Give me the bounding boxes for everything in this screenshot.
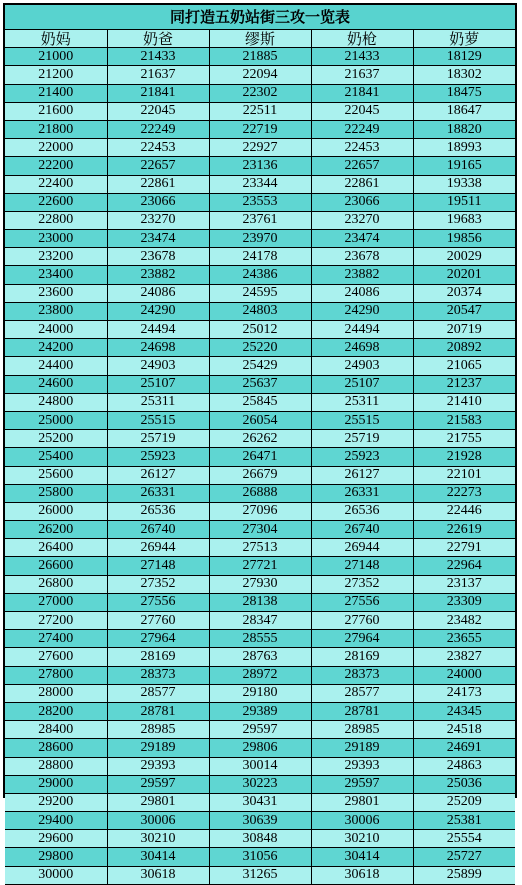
table-cell: 23270 <box>311 211 413 229</box>
table-cell: 23553 <box>209 193 311 211</box>
table-cell: 30223 <box>209 775 311 793</box>
table-cell: 24400 <box>5 357 107 375</box>
attack-table-sheet <box>3 3 517 883</box>
column-header-nanny-loli: 奶萝 <box>413 30 515 48</box>
table-cell: 24803 <box>209 302 311 320</box>
table-cell: 26331 <box>311 484 413 502</box>
table-row <box>5 775 515 793</box>
table-cell: 24290 <box>107 302 209 320</box>
table-row <box>5 393 515 411</box>
table-cell: 28577 <box>107 684 209 702</box>
table-cell: 30006 <box>311 812 413 830</box>
table-cell: 23066 <box>311 193 413 211</box>
table-cell: 27304 <box>209 521 311 539</box>
table-cell: 30414 <box>311 848 413 866</box>
table-cell: 26331 <box>107 484 209 502</box>
table-cell: 28347 <box>209 612 311 630</box>
table-cell: 26000 <box>5 502 107 520</box>
table-cell: 30006 <box>107 812 209 830</box>
table-cell: 29180 <box>209 684 311 702</box>
table-cell: 23474 <box>107 230 209 248</box>
table-cell: 25107 <box>311 375 413 393</box>
table-cell: 18820 <box>413 120 515 138</box>
table-cell: 25515 <box>107 411 209 429</box>
table-row <box>5 721 515 739</box>
table-cell: 29597 <box>209 721 311 739</box>
table-cell: 18475 <box>413 84 515 102</box>
table-cell: 28763 <box>209 648 311 666</box>
table-cell: 24086 <box>311 284 413 302</box>
table-cell: 27964 <box>311 630 413 648</box>
table-cell: 19856 <box>413 230 515 248</box>
table-cell: 23827 <box>413 648 515 666</box>
table-cell: 18993 <box>413 139 515 157</box>
table-cell: 21755 <box>413 430 515 448</box>
table-cell: 23678 <box>107 248 209 266</box>
table-cell: 26536 <box>107 502 209 520</box>
table-cell: 27352 <box>311 575 413 593</box>
header-row <box>5 30 515 48</box>
table-cell: 25400 <box>5 448 107 466</box>
table-cell: 25719 <box>107 430 209 448</box>
table-cell: 22511 <box>209 102 311 120</box>
table-cell: 26740 <box>311 521 413 539</box>
table-cell: 28138 <box>209 593 311 611</box>
table-cell: 29800 <box>5 848 107 866</box>
table-cell: 28781 <box>107 702 209 720</box>
table-cell: 24345 <box>413 702 515 720</box>
table-cell: 22453 <box>107 139 209 157</box>
table-cell: 22446 <box>413 502 515 520</box>
table-cell: 24600 <box>5 375 107 393</box>
table-cell: 27148 <box>107 557 209 575</box>
table-cell: 23482 <box>413 612 515 630</box>
table-row <box>5 375 515 393</box>
table-cell: 22249 <box>311 120 413 138</box>
table-row <box>5 411 515 429</box>
table-cell: 22045 <box>311 102 413 120</box>
table-cell: 26400 <box>5 539 107 557</box>
table-cell: 29389 <box>209 702 311 720</box>
table-cell: 27760 <box>107 612 209 630</box>
table-cell: 24386 <box>209 266 311 284</box>
table-cell: 21000 <box>5 48 107 66</box>
table-cell: 21200 <box>5 66 107 84</box>
table-cell: 22619 <box>413 521 515 539</box>
table-cell: 23800 <box>5 302 107 320</box>
table-cell: 24200 <box>5 339 107 357</box>
table-cell: 24000 <box>5 321 107 339</box>
table-row <box>5 830 515 848</box>
table-row <box>5 557 515 575</box>
table-row <box>5 812 515 830</box>
table-cell: 30848 <box>209 830 311 848</box>
table-cell: 28373 <box>107 666 209 684</box>
table-cell: 26800 <box>5 575 107 593</box>
table-cell: 28000 <box>5 684 107 702</box>
table-cell: 28169 <box>107 648 209 666</box>
table-cell: 29801 <box>107 793 209 811</box>
table-row <box>5 612 515 630</box>
table-cell: 24863 <box>413 757 515 775</box>
table-cell: 25845 <box>209 393 311 411</box>
table-cell: 29189 <box>107 739 209 757</box>
table-cell: 29597 <box>311 775 413 793</box>
table-cell: 25637 <box>209 375 311 393</box>
table-cell: 20547 <box>413 302 515 320</box>
table-cell: 29801 <box>311 793 413 811</box>
table-cell: 27760 <box>311 612 413 630</box>
table-row <box>5 593 515 611</box>
table-cell: 24903 <box>311 357 413 375</box>
table-cell: 26127 <box>311 466 413 484</box>
table-cell: 25036 <box>413 775 515 793</box>
table-cell: 22453 <box>311 139 413 157</box>
table-row <box>5 230 515 248</box>
table-cell: 20374 <box>413 284 515 302</box>
table-cell: 24494 <box>107 321 209 339</box>
table-cell: 21637 <box>311 66 413 84</box>
table-cell: 23309 <box>413 593 515 611</box>
table-row <box>5 739 515 757</box>
table-row <box>5 211 515 229</box>
table-cell: 23761 <box>209 211 311 229</box>
table-cell: 23970 <box>209 230 311 248</box>
table-cell: 18647 <box>413 102 515 120</box>
table-row <box>5 539 515 557</box>
table-cell: 21433 <box>107 48 209 66</box>
table-row <box>5 430 515 448</box>
table-cell: 25000 <box>5 411 107 429</box>
table-row <box>5 175 515 193</box>
table-cell: 30639 <box>209 812 311 830</box>
table-cell: 27800 <box>5 666 107 684</box>
table-cell: 28555 <box>209 630 311 648</box>
table-cell: 25554 <box>413 830 515 848</box>
table-cell: 29393 <box>107 757 209 775</box>
table-cell: 21583 <box>413 411 515 429</box>
table-cell: 30431 <box>209 793 311 811</box>
table-cell: 19683 <box>413 211 515 229</box>
table-cell: 23200 <box>5 248 107 266</box>
table-cell: 25209 <box>413 793 515 811</box>
table-cell: 20892 <box>413 339 515 357</box>
table-cell: 20201 <box>413 266 515 284</box>
table-cell: 26127 <box>107 466 209 484</box>
table-cell: 25220 <box>209 339 311 357</box>
table-cell: 22927 <box>209 139 311 157</box>
table-cell: 21841 <box>311 84 413 102</box>
table-cell: 24698 <box>311 339 413 357</box>
table-cell: 23136 <box>209 157 311 175</box>
table-row <box>5 193 515 211</box>
table-row <box>5 139 515 157</box>
table-row <box>5 66 515 84</box>
attack-table <box>5 30 515 885</box>
table-cell: 26740 <box>107 521 209 539</box>
table-cell: 18129 <box>413 48 515 66</box>
table-row <box>5 793 515 811</box>
table-cell: 25311 <box>107 393 209 411</box>
table-cell: 23066 <box>107 193 209 211</box>
table-cell: 21637 <box>107 66 209 84</box>
table-row <box>5 357 515 375</box>
table-cell: 30000 <box>5 866 107 884</box>
table-cell: 27930 <box>209 575 311 593</box>
table-cell: 23400 <box>5 266 107 284</box>
table-row <box>5 321 515 339</box>
table-cell: 22657 <box>311 157 413 175</box>
table-cell: 23137 <box>413 575 515 593</box>
table-cell: 23344 <box>209 175 311 193</box>
table-cell: 23270 <box>107 211 209 229</box>
table-cell: 24173 <box>413 684 515 702</box>
table-cell: 27000 <box>5 593 107 611</box>
table-cell: 19511 <box>413 193 515 211</box>
table-cell: 29200 <box>5 793 107 811</box>
table-cell: 24691 <box>413 739 515 757</box>
table-cell: 28800 <box>5 757 107 775</box>
table-row <box>5 848 515 866</box>
table-cell: 27513 <box>209 539 311 557</box>
table-cell: 28972 <box>209 666 311 684</box>
table-row <box>5 120 515 138</box>
table-cell: 30210 <box>107 830 209 848</box>
table-row <box>5 102 515 120</box>
table-cell: 22200 <box>5 157 107 175</box>
table-row <box>5 248 515 266</box>
table-cell: 25107 <box>107 375 209 393</box>
table-row <box>5 302 515 320</box>
table-cell: 21928 <box>413 448 515 466</box>
table-row <box>5 484 515 502</box>
table-cell: 26200 <box>5 521 107 539</box>
table-cell: 22600 <box>5 193 107 211</box>
table-cell: 25515 <box>311 411 413 429</box>
table-cell: 22273 <box>413 484 515 502</box>
table-cell: 24800 <box>5 393 107 411</box>
table-cell: 20719 <box>413 321 515 339</box>
table-cell: 31056 <box>209 848 311 866</box>
table-cell: 20029 <box>413 248 515 266</box>
table-cell: 22861 <box>311 175 413 193</box>
table-cell: 22791 <box>413 539 515 557</box>
table-cell: 24698 <box>107 339 209 357</box>
table-cell: 19165 <box>413 157 515 175</box>
table-cell: 26679 <box>209 466 311 484</box>
table-cell: 26888 <box>209 484 311 502</box>
table-cell: 25727 <box>413 848 515 866</box>
column-header-muse: 缪斯 <box>209 30 311 48</box>
table-cell: 25800 <box>5 484 107 502</box>
table-row <box>5 48 515 66</box>
table-cell: 30014 <box>209 757 311 775</box>
table-cell: 27556 <box>107 593 209 611</box>
table-cell: 23600 <box>5 284 107 302</box>
table-cell: 18302 <box>413 66 515 84</box>
column-header-nanny-female: 奶妈 <box>5 30 107 48</box>
table-cell: 28985 <box>311 721 413 739</box>
table-cell: 21841 <box>107 84 209 102</box>
table-cell: 28373 <box>311 666 413 684</box>
table-cell: 31265 <box>209 866 311 884</box>
table-cell: 25311 <box>311 393 413 411</box>
table-cell: 22000 <box>5 139 107 157</box>
table-cell: 27096 <box>209 502 311 520</box>
table-row <box>5 866 515 884</box>
table-cell: 25719 <box>311 430 413 448</box>
table-cell: 22964 <box>413 557 515 575</box>
table-cell: 22861 <box>107 175 209 193</box>
table-cell: 22101 <box>413 466 515 484</box>
table-cell: 23655 <box>413 630 515 648</box>
table-row <box>5 448 515 466</box>
table-cell: 27148 <box>311 557 413 575</box>
table-cell: 29189 <box>311 739 413 757</box>
table-cell: 22657 <box>107 157 209 175</box>
table-row <box>5 630 515 648</box>
table-cell: 23474 <box>311 230 413 248</box>
table-cell: 27400 <box>5 630 107 648</box>
table-cell: 24595 <box>209 284 311 302</box>
table-cell: 27352 <box>107 575 209 593</box>
table-cell: 22400 <box>5 175 107 193</box>
table-cell: 30618 <box>107 866 209 884</box>
table-row <box>5 666 515 684</box>
table-row <box>5 84 515 102</box>
table-cell: 27200 <box>5 612 107 630</box>
table-cell: 19338 <box>413 175 515 193</box>
table-row <box>5 648 515 666</box>
table-row <box>5 702 515 720</box>
table-cell: 26944 <box>107 539 209 557</box>
table-cell: 27600 <box>5 648 107 666</box>
table-cell: 24086 <box>107 284 209 302</box>
table-cell: 21600 <box>5 102 107 120</box>
table-cell: 21433 <box>311 48 413 66</box>
table-cell: 22045 <box>107 102 209 120</box>
table-row <box>5 502 515 520</box>
table-cell: 28600 <box>5 739 107 757</box>
table-cell: 24903 <box>107 357 209 375</box>
table-body <box>5 48 515 885</box>
table-cell: 22249 <box>107 120 209 138</box>
table-row <box>5 466 515 484</box>
column-header-nanny-male: 奶爸 <box>107 30 209 48</box>
table-cell: 28169 <box>311 648 413 666</box>
table-cell: 27964 <box>107 630 209 648</box>
table-cell: 22094 <box>209 66 311 84</box>
table-cell: 29806 <box>209 739 311 757</box>
table-cell: 28985 <box>107 721 209 739</box>
table-cell: 27556 <box>311 593 413 611</box>
table-cell: 28577 <box>311 684 413 702</box>
table-cell: 26262 <box>209 430 311 448</box>
table-cell: 21800 <box>5 120 107 138</box>
table-cell: 29400 <box>5 812 107 830</box>
table-cell: 23000 <box>5 230 107 248</box>
table-row <box>5 157 515 175</box>
table-row <box>5 521 515 539</box>
table-cell: 22719 <box>209 120 311 138</box>
table-cell: 26536 <box>311 502 413 520</box>
table-cell: 21237 <box>413 375 515 393</box>
table-cell: 29597 <box>107 775 209 793</box>
table-cell: 27721 <box>209 557 311 575</box>
table-title: 同打造五奶站街三攻一览表 <box>5 5 515 30</box>
table-cell: 23882 <box>107 266 209 284</box>
table-row <box>5 339 515 357</box>
table-cell: 24000 <box>413 666 515 684</box>
table-cell: 26600 <box>5 557 107 575</box>
column-header-nanny-gunner: 奶枪 <box>311 30 413 48</box>
table-cell: 25429 <box>209 357 311 375</box>
table-cell: 23882 <box>311 266 413 284</box>
table-cell: 29000 <box>5 775 107 793</box>
table-cell: 25899 <box>413 866 515 884</box>
table-cell: 25923 <box>107 448 209 466</box>
table-cell: 21065 <box>413 357 515 375</box>
table-cell: 25600 <box>5 466 107 484</box>
table-cell: 25200 <box>5 430 107 448</box>
table-cell: 21885 <box>209 48 311 66</box>
table-cell: 25012 <box>209 321 311 339</box>
table-cell: 22800 <box>5 211 107 229</box>
table-cell: 28781 <box>311 702 413 720</box>
table-cell: 29600 <box>5 830 107 848</box>
table-cell: 30414 <box>107 848 209 866</box>
table-cell: 29393 <box>311 757 413 775</box>
table-cell: 24494 <box>311 321 413 339</box>
table-cell: 25923 <box>311 448 413 466</box>
table-cell: 26054 <box>209 411 311 429</box>
table-cell: 24518 <box>413 721 515 739</box>
table-cell: 28400 <box>5 721 107 739</box>
table-cell: 30618 <box>311 866 413 884</box>
table-cell: 26471 <box>209 448 311 466</box>
table-row <box>5 757 515 775</box>
table-row <box>5 266 515 284</box>
table-row <box>5 684 515 702</box>
table-cell: 22302 <box>209 84 311 102</box>
table-row <box>5 575 515 593</box>
table-cell: 23678 <box>311 248 413 266</box>
table-cell: 24290 <box>311 302 413 320</box>
table-row <box>5 284 515 302</box>
table-cell: 21410 <box>413 393 515 411</box>
table-cell: 25381 <box>413 812 515 830</box>
table-cell: 26944 <box>311 539 413 557</box>
table-cell: 28200 <box>5 702 107 720</box>
table-cell: 30210 <box>311 830 413 848</box>
table-cell: 21400 <box>5 84 107 102</box>
table-cell: 24178 <box>209 248 311 266</box>
